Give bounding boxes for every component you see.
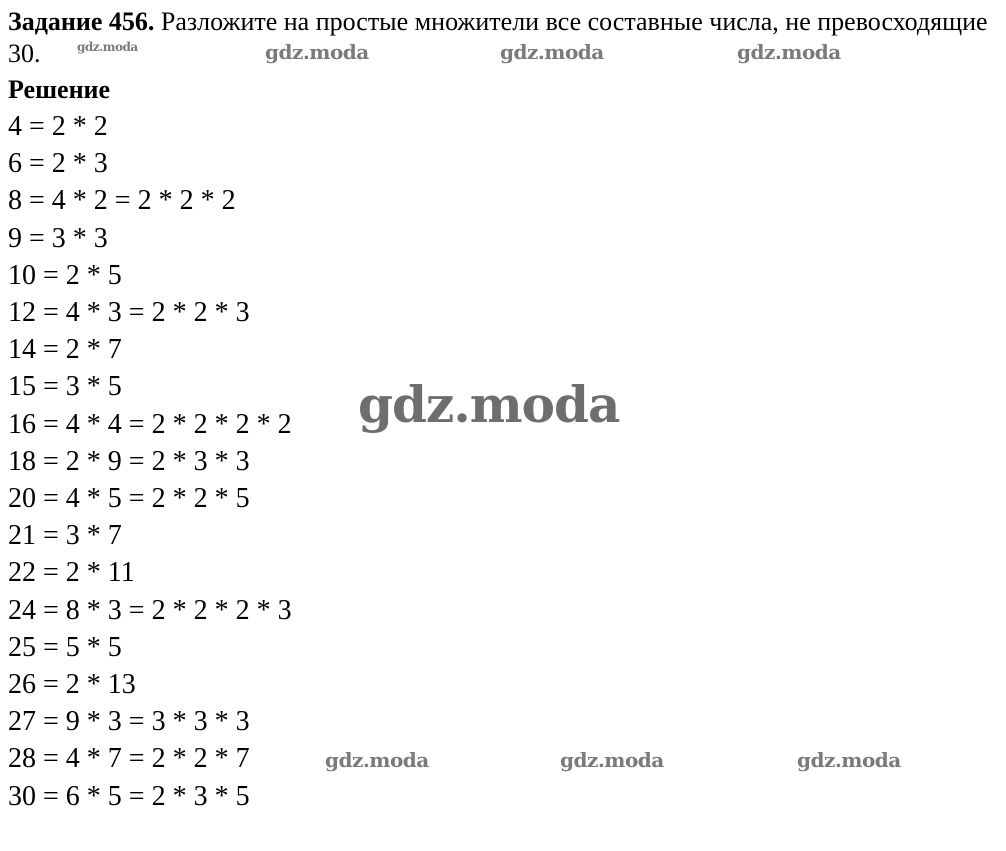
watermark-text: gdz.moda (737, 40, 841, 64)
factorization-line: 24 = 8 * 3 = 2 * 2 * 2 * 3 (8, 594, 292, 626)
watermark-text: gdz.moda (358, 375, 620, 434)
watermark-text: gdz.moda (325, 748, 429, 772)
factorization-line: 30 = 6 * 5 = 2 * 3 * 5 (8, 780, 250, 812)
factorization-line: 27 = 9 * 3 = 3 * 3 * 3 (8, 706, 250, 738)
task-text: Разложите на простые множители все составные числа, не превосходящие 30. (8, 7, 988, 68)
watermark-text: gdz.moda (77, 40, 138, 54)
task-label: Задание 456. (8, 7, 155, 36)
factorization-line: 25 = 5 * 5 (8, 631, 122, 663)
factorization-line: 14 = 2 * 7 (8, 334, 122, 366)
factorization-line: 10 = 2 * 5 (8, 259, 122, 291)
factorization-line: 12 = 4 * 3 = 2 * 2 * 3 (8, 297, 250, 329)
watermark-text: gdz.moda (797, 748, 901, 772)
factorization-line: 20 = 4 * 5 = 2 * 2 * 5 (8, 483, 250, 515)
factorization-line: 9 = 3 * 3 (8, 222, 108, 254)
factorization-line: 28 = 4 * 7 = 2 * 2 * 7 (8, 743, 250, 775)
factorization-line: 4 = 2 * 2 (8, 111, 108, 142)
factorization-line: 8 = 4 * 2 = 2 * 2 * 2 (8, 185, 236, 217)
watermark-text: gdz.moda (265, 40, 369, 64)
factorization-line: 6 = 2 * 3 (8, 148, 108, 180)
factorization-line: 26 = 2 * 13 (8, 669, 136, 701)
factorization-line: 21 = 3 * 7 (8, 520, 122, 552)
solution-heading: Решение (8, 75, 111, 104)
factorization-line: 16 = 4 * 4 = 2 * 2 * 2 * 2 (8, 408, 292, 440)
factorization-line: 18 = 2 * 9 = 2 * 3 * 3 (8, 445, 250, 477)
factorization-list (8, 108, 998, 815)
factorization-line: 22 = 2 * 11 (8, 557, 135, 589)
factorization-line: 15 = 3 * 5 (8, 371, 122, 403)
watermark-text: gdz.moda (560, 748, 664, 772)
watermark-text: gdz.moda (500, 40, 604, 64)
